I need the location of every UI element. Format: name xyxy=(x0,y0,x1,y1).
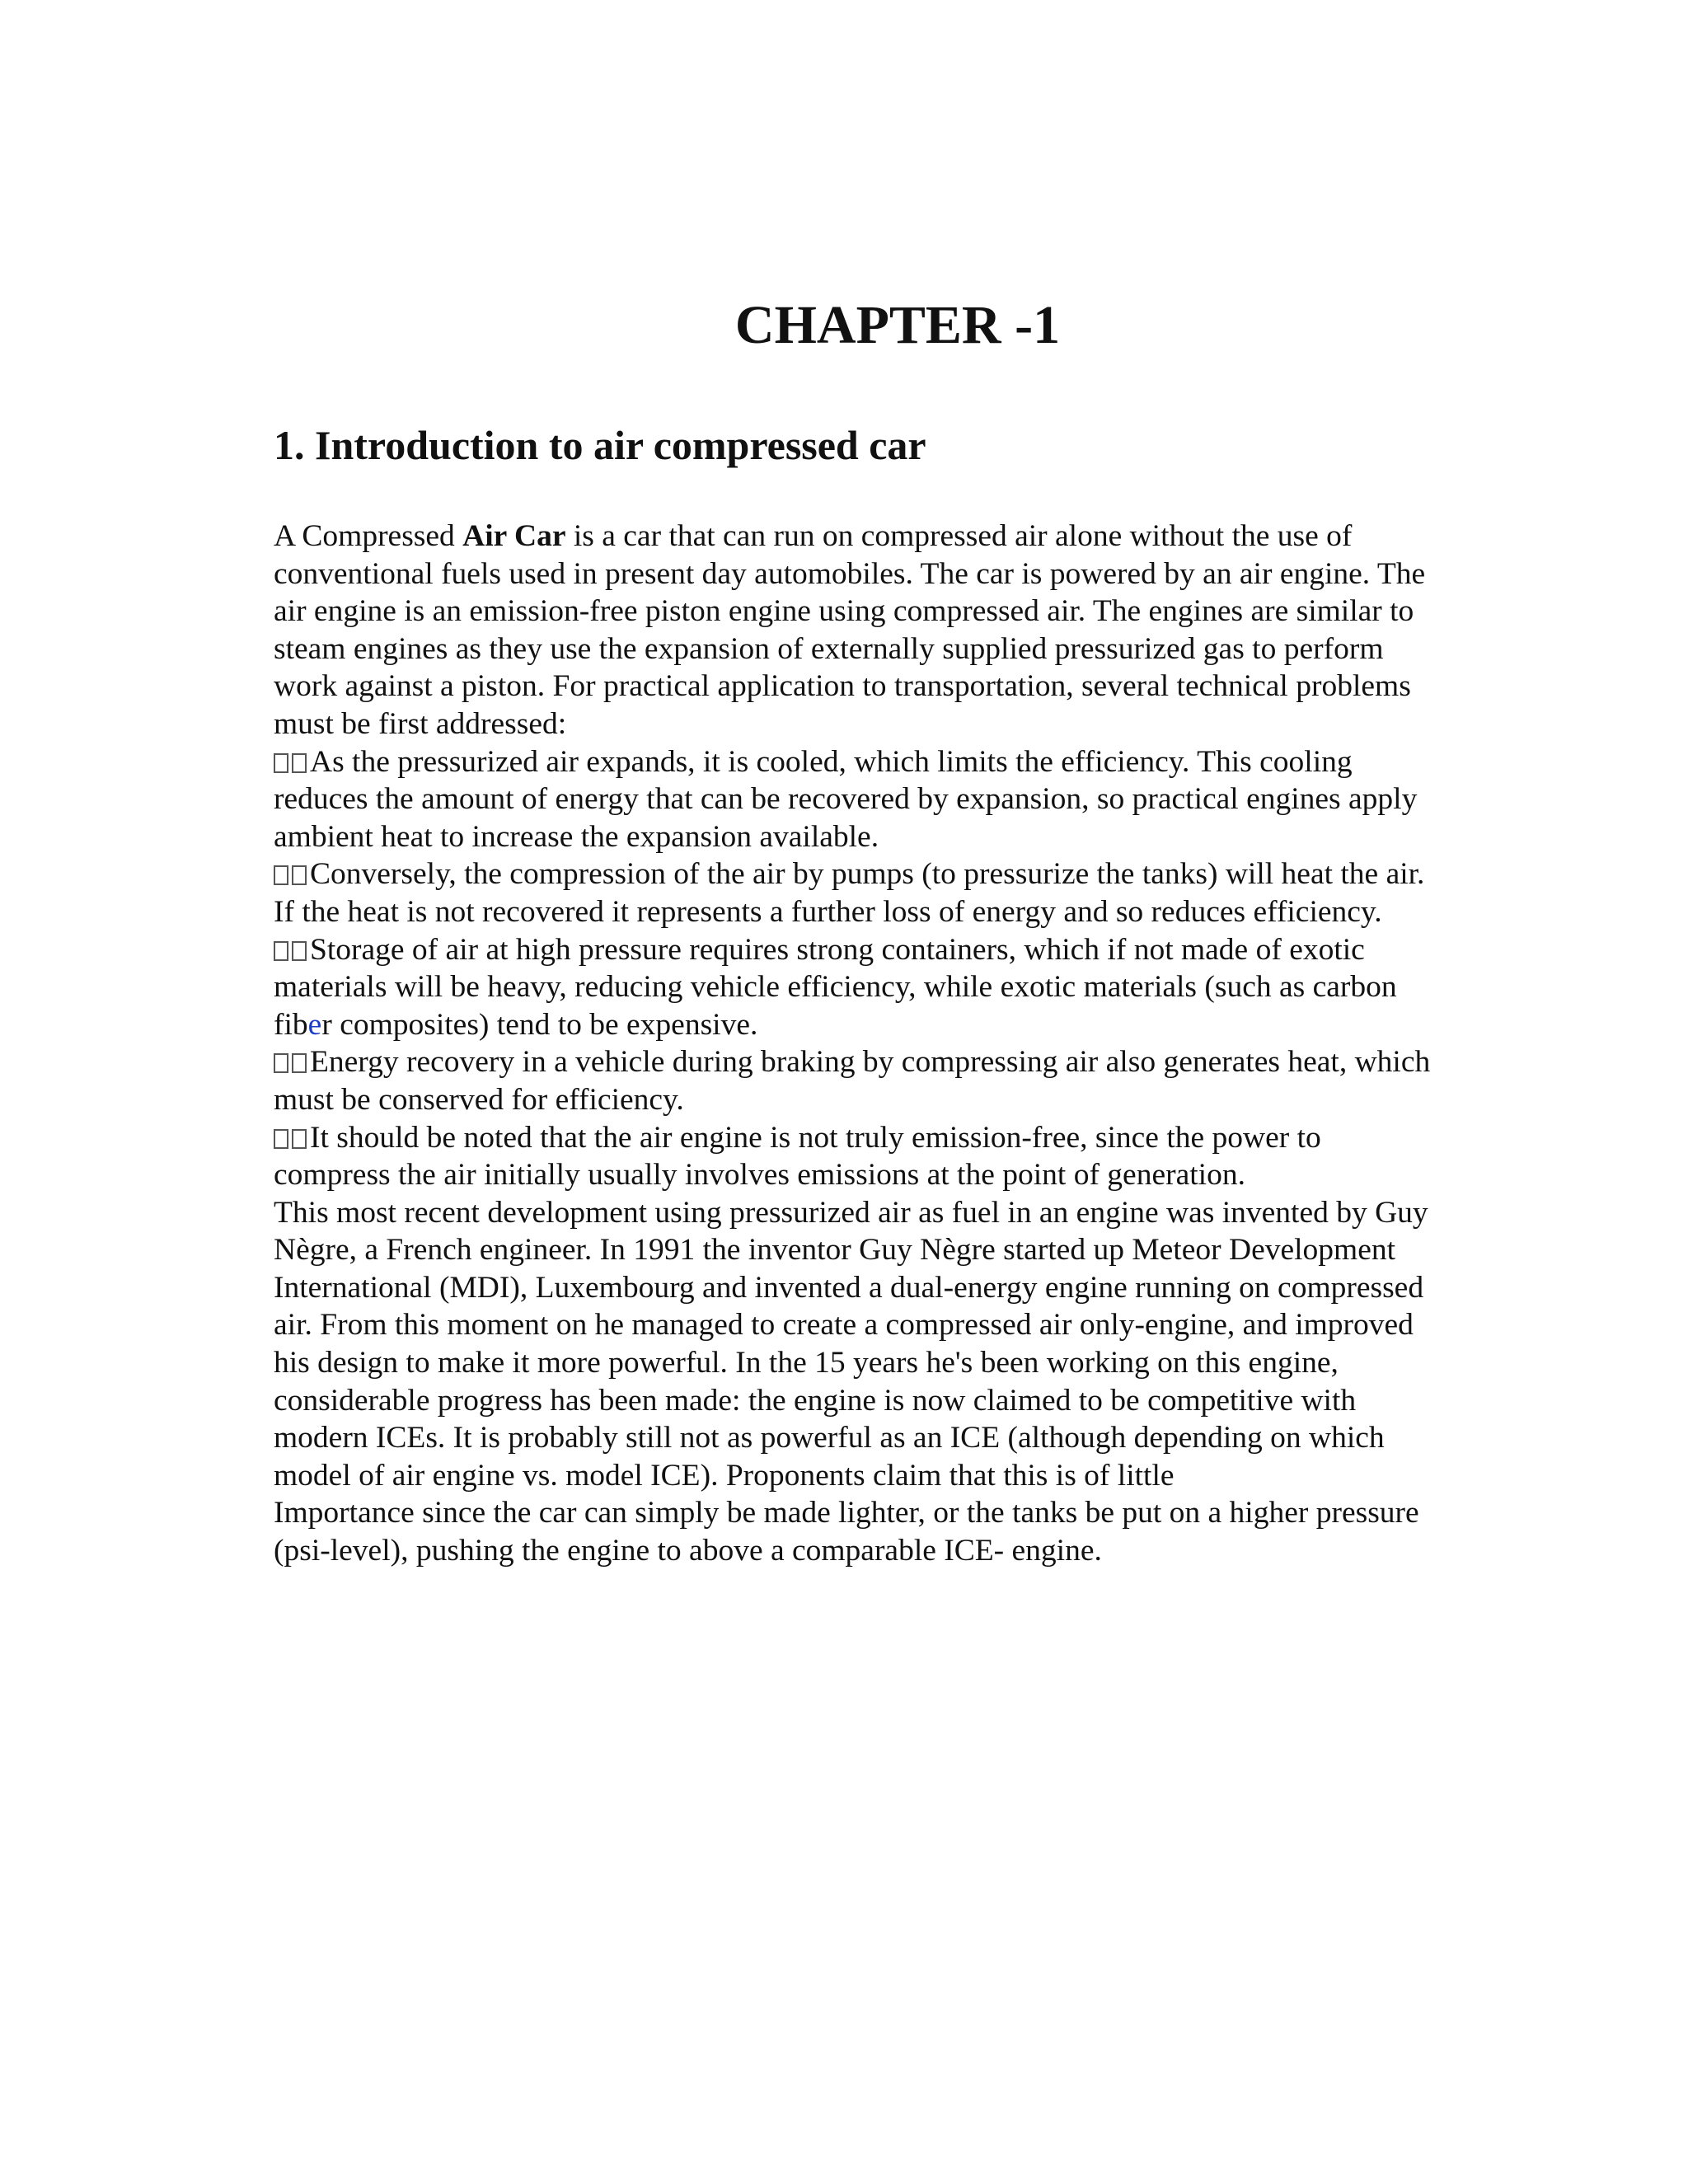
bullet-2-text: Conversely, the compression of the air by pumps (to pressurize the tanks) will heat the air. xyxy=(310,857,1425,892)
missing-glyph-icon xyxy=(274,1129,288,1149)
history-line-7: modern ICEs. It is probably still not as powerful as an ICE (although depending on which xyxy=(274,1421,1385,1455)
bullet-4-line-1 xyxy=(274,1043,1493,1081)
missing-glyph-icon xyxy=(292,1129,307,1149)
bullet-5-line-1 xyxy=(274,1119,1493,1157)
chapter-title: CHAPTER -1 xyxy=(734,295,1061,355)
bullet-4-line-2: must be conserved for efficiency. xyxy=(274,1082,684,1117)
intro-line xyxy=(274,518,1493,555)
intro-line-5: must be first addressed: xyxy=(274,706,567,741)
bullet-2-line-1 xyxy=(274,855,1493,893)
missing-glyph-icon xyxy=(292,753,307,773)
bullet-1-line-2: reduces the amount of energy that can be recovered by expansion, so practical engines apply xyxy=(274,782,1418,817)
intro-line-4: work against a piston. For practical application to transportation, several technical problems xyxy=(274,669,1411,704)
body-text xyxy=(274,518,1493,1570)
history-line-3: International (MDI), Luxembourg and invented a dual-energy engine running on compressed xyxy=(274,1270,1424,1305)
bullet-5-line-2: compress the air initially usually involves emissions at the point of generation. xyxy=(274,1158,1245,1193)
history-line-2: Nègre, a French engineer. In 1991 the inventor Guy Nègre started up Meteor Development xyxy=(274,1233,1396,1268)
missing-glyph-icon xyxy=(274,1053,288,1073)
intro-suffix: is a car that can run on compressed air alone without the use of xyxy=(565,519,1353,553)
bullet-1-line-1 xyxy=(274,743,1493,781)
bullet-3-line-3 xyxy=(274,1006,1493,1044)
history-line-8: model of air engine vs. model ICE). Proponents claim that this is of little xyxy=(274,1458,1175,1493)
intro-prefix: A Compressed xyxy=(274,519,463,553)
history-line-4: air. From this moment on he managed to create a compressed air only-engine, and improved xyxy=(274,1308,1414,1343)
intro-line-2: air engine is an emission-free piston engine using compressed air. The engines are similar to xyxy=(274,594,1414,629)
bullet-1-line-3: ambient heat to increase the expansion available. xyxy=(274,819,879,854)
missing-glyph-icon xyxy=(292,1053,307,1073)
history-line-6: considerable progress has been made: the engine is now claimed to be competitive with xyxy=(274,1383,1357,1418)
history-line-1: This most recent development using pressurized air as fuel in an engine was invented by Guy xyxy=(274,1195,1428,1230)
bullet-3-line-3-b: e xyxy=(307,1007,322,1042)
missing-glyph-icon xyxy=(292,865,307,885)
bullet-3-text: Storage of air at high pressure requires strong containers, which if not made of exotic xyxy=(310,932,1365,967)
bullet-3-line-2: materials will be heavy, reducing vehicle efficiency, while exotic materials (such as carbon xyxy=(274,970,1397,1005)
missing-glyph-icon xyxy=(292,941,307,961)
bullet-2-line-2: If the heat is not recovered it represents a further loss of energy and so reduces efficiency. xyxy=(274,894,1382,929)
missing-glyph-icon xyxy=(274,753,288,773)
history-line-5: his design to make it more powerful. In the 15 years he's been working on this engine, xyxy=(274,1346,1339,1380)
missing-glyph-icon xyxy=(274,865,288,885)
bullet-5-text: It should be noted that the air engine is not truly emission-free, since the power to xyxy=(310,1120,1321,1155)
section-heading: 1. Introduction to air compressed car xyxy=(274,422,926,468)
history-line-10: (psi-level), pushing the engine to above a comparable ICE- engine. xyxy=(274,1534,1102,1568)
missing-glyph-icon xyxy=(274,941,288,961)
intro-line-1: conventional fuels used in present day automobiles. The car is powered by an air engine. The xyxy=(274,556,1426,591)
bullet-3-line-1 xyxy=(274,931,1493,969)
bullet-1-text: As the pressurized air expands, it is cooled, which limits the efficiency. This cooling xyxy=(310,744,1353,779)
bullet-4-text: Energy recovery in a vehicle during braking by compressing air also generates heat, which xyxy=(310,1045,1431,1080)
intro-bold-term: Air Car xyxy=(462,519,566,553)
bullet-3-line-3-a: fib xyxy=(274,1007,308,1042)
history-line-9: Importance since the car can simply be made lighter, or the tanks be put on a higher pressure xyxy=(274,1496,1419,1530)
bullet-3-line-3-c: r composites) tend to be expensive. xyxy=(321,1007,758,1042)
intro-line-3: steam engines as they use the expansion of externally supplied pressurized gas to perform xyxy=(274,631,1384,666)
